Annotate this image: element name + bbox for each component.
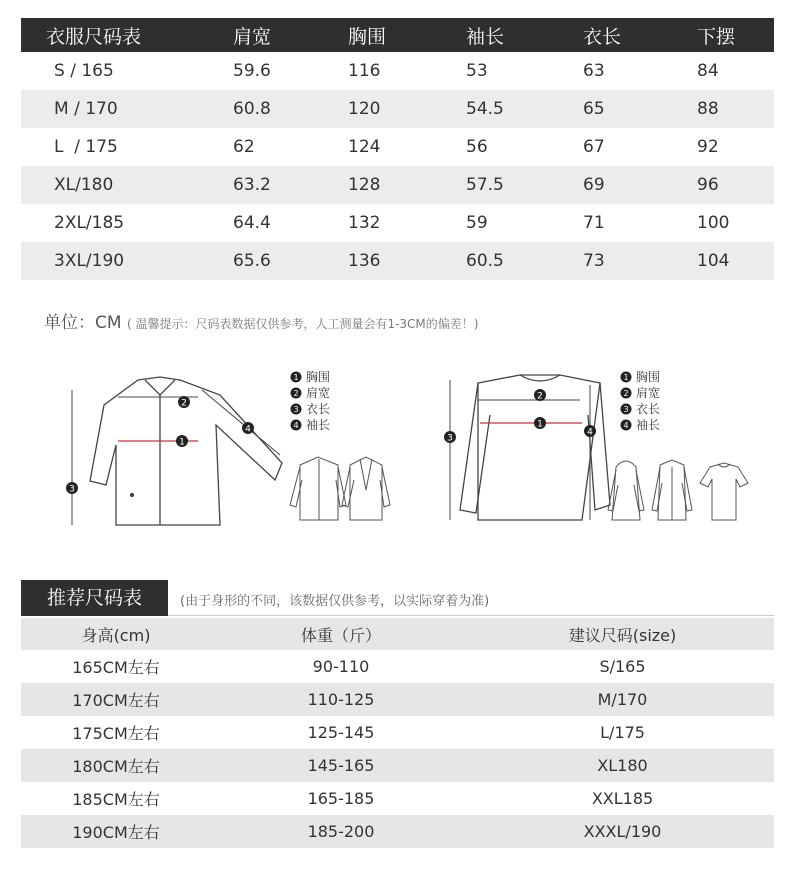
table-cell: M / 170 xyxy=(54,99,118,119)
size-table-header: 衣长 xyxy=(583,25,622,48)
recommend-header: 建议尺码(size) xyxy=(568,625,677,645)
table-cell: 132 xyxy=(348,213,381,233)
svg-text:4: 4 xyxy=(293,421,299,430)
cardigan-icon xyxy=(652,460,692,520)
marker-label: 4 xyxy=(587,427,593,438)
table-cell: 62 xyxy=(233,137,255,157)
hoodie-icon xyxy=(608,461,644,520)
unit-label: 单位：CM xyxy=(44,313,122,333)
size-table xyxy=(21,18,774,280)
tshirt-icon xyxy=(700,463,748,520)
marker-label: 2 xyxy=(181,398,187,409)
table-cell: 136 xyxy=(348,251,381,271)
legend-text: 衣长 xyxy=(306,402,331,416)
table-cell: 3XL/190 xyxy=(54,251,125,271)
marker-label: 3 xyxy=(69,484,75,495)
table-cell: 125-145 xyxy=(307,723,375,742)
unit-note xyxy=(44,308,478,333)
table-row xyxy=(21,242,774,280)
svg-text:3: 3 xyxy=(293,405,299,414)
svg-text:1: 1 xyxy=(293,373,299,382)
sweater-illustration xyxy=(450,375,610,520)
table-cell: 185CM左右 xyxy=(72,790,160,809)
size-table-header: 肩宽 xyxy=(233,25,272,48)
table-cell: 100 xyxy=(697,213,730,233)
table-cell: 88 xyxy=(697,99,719,119)
legend-text: 肩宽 xyxy=(306,386,331,400)
legend-left xyxy=(291,369,331,432)
marker-label: 4 xyxy=(245,424,251,435)
size-table-header: 下摆 xyxy=(697,25,736,48)
legend-text: 袖长 xyxy=(636,418,661,432)
divider xyxy=(168,615,774,616)
table-cell: XXXL/190 xyxy=(583,822,662,841)
table-cell: 73 xyxy=(583,251,605,271)
table-cell: 175CM左右 xyxy=(72,724,160,743)
recommend-title: 推荐尺码表 xyxy=(21,580,168,616)
table-row xyxy=(21,683,774,716)
table-cell: 64.4 xyxy=(233,213,271,233)
marker-label: 2 xyxy=(537,391,543,402)
recommend-header: 身高(cm) xyxy=(81,625,151,645)
table-cell: 116 xyxy=(348,61,381,81)
table-cell: XL/180 xyxy=(54,175,114,195)
table-cell: 71 xyxy=(583,213,605,233)
table-cell: 170CM左右 xyxy=(72,691,160,710)
table-cell: 165-185 xyxy=(307,789,375,808)
table-cell: XL180 xyxy=(597,756,648,775)
table-cell: 65.6 xyxy=(233,251,271,271)
shirt-illustration xyxy=(72,377,282,525)
table-cell: 92 xyxy=(697,137,719,157)
sweater-markers xyxy=(444,389,596,444)
table-cell: L/175 xyxy=(600,723,645,742)
size-table-header: 衣服尺码表 xyxy=(46,25,142,48)
svg-text:1: 1 xyxy=(623,373,629,382)
table-cell: 53 xyxy=(466,61,488,81)
table-cell: 60.5 xyxy=(466,251,504,271)
table-row xyxy=(21,650,774,683)
table-cell: 2XL/185 xyxy=(54,213,125,233)
legend-text: 胸围 xyxy=(636,370,661,384)
table-cell: 56 xyxy=(466,137,488,157)
table-cell: 145-165 xyxy=(307,756,375,775)
marker-label: 1 xyxy=(537,419,543,430)
legend-right xyxy=(621,369,661,432)
table-row xyxy=(21,716,774,749)
table-cell: 60.8 xyxy=(233,99,271,119)
legend-text: 衣长 xyxy=(636,402,661,416)
svg-text:3: 3 xyxy=(623,405,629,414)
recommend-header-row xyxy=(21,618,774,650)
recommend-table xyxy=(21,618,774,848)
legend-text: 肩宽 xyxy=(636,386,661,400)
table-cell: 59.6 xyxy=(233,61,271,81)
table-cell: L / 175 xyxy=(54,137,118,157)
size-table-header: 胸围 xyxy=(348,25,387,48)
table-cell: 63 xyxy=(583,61,605,81)
table-cell: 104 xyxy=(697,251,730,271)
recommend-subtitle: (由于身形的不同，该数据仅供参考，以实际穿着为准) xyxy=(180,594,490,609)
marker-label: 3 xyxy=(447,433,453,444)
table-cell: 84 xyxy=(697,61,719,81)
table-cell: S/165 xyxy=(599,657,646,676)
recommend-header: 体重（斤） xyxy=(300,625,381,645)
jacket-icon xyxy=(290,457,346,520)
table-cell: 124 xyxy=(348,137,381,157)
table-cell: 63.2 xyxy=(233,175,271,195)
unit-hint: ( 温馨提示：尺码表数据仅供参考，人工测量会有1-3CM的偏差！) xyxy=(126,317,479,331)
table-row xyxy=(21,815,774,848)
table-row xyxy=(21,128,774,166)
table-row xyxy=(21,749,774,782)
table-cell: 57.5 xyxy=(466,175,504,195)
table-cell: 120 xyxy=(348,99,381,119)
table-row xyxy=(21,204,774,242)
size-table-header-row xyxy=(21,18,774,52)
table-cell: 65 xyxy=(583,99,605,119)
marker-label: 1 xyxy=(179,437,185,448)
table-cell: 110-125 xyxy=(307,690,375,709)
size-table-header: 袖长 xyxy=(466,25,505,48)
table-cell: S / 165 xyxy=(54,61,114,81)
table-cell: 128 xyxy=(348,175,381,195)
table-cell: 90-110 xyxy=(312,657,370,676)
blazer-icon xyxy=(342,457,390,520)
svg-text:4: 4 xyxy=(623,421,629,430)
table-cell: 67 xyxy=(583,137,605,157)
table-cell: 165CM左右 xyxy=(72,658,160,677)
table-cell: 54.5 xyxy=(466,99,504,119)
table-cell: 190CM左右 xyxy=(72,823,160,842)
svg-text:2: 2 xyxy=(293,389,299,398)
table-row xyxy=(21,782,774,815)
table-cell: 59 xyxy=(466,213,488,233)
table-cell: 69 xyxy=(583,175,605,195)
table-row xyxy=(21,90,774,128)
table-cell: 180CM左右 xyxy=(72,757,160,776)
legend-text: 袖长 xyxy=(306,418,331,432)
table-cell: M/170 xyxy=(597,690,648,709)
table-row xyxy=(21,52,774,90)
legend-text: 胸围 xyxy=(306,370,331,384)
measurement-diagram xyxy=(20,355,770,545)
table-cell: 185-200 xyxy=(307,822,375,841)
table-cell: 96 xyxy=(697,175,719,195)
svg-text:2: 2 xyxy=(623,389,629,398)
table-row xyxy=(21,166,774,204)
table-cell: XXL185 xyxy=(591,789,654,808)
